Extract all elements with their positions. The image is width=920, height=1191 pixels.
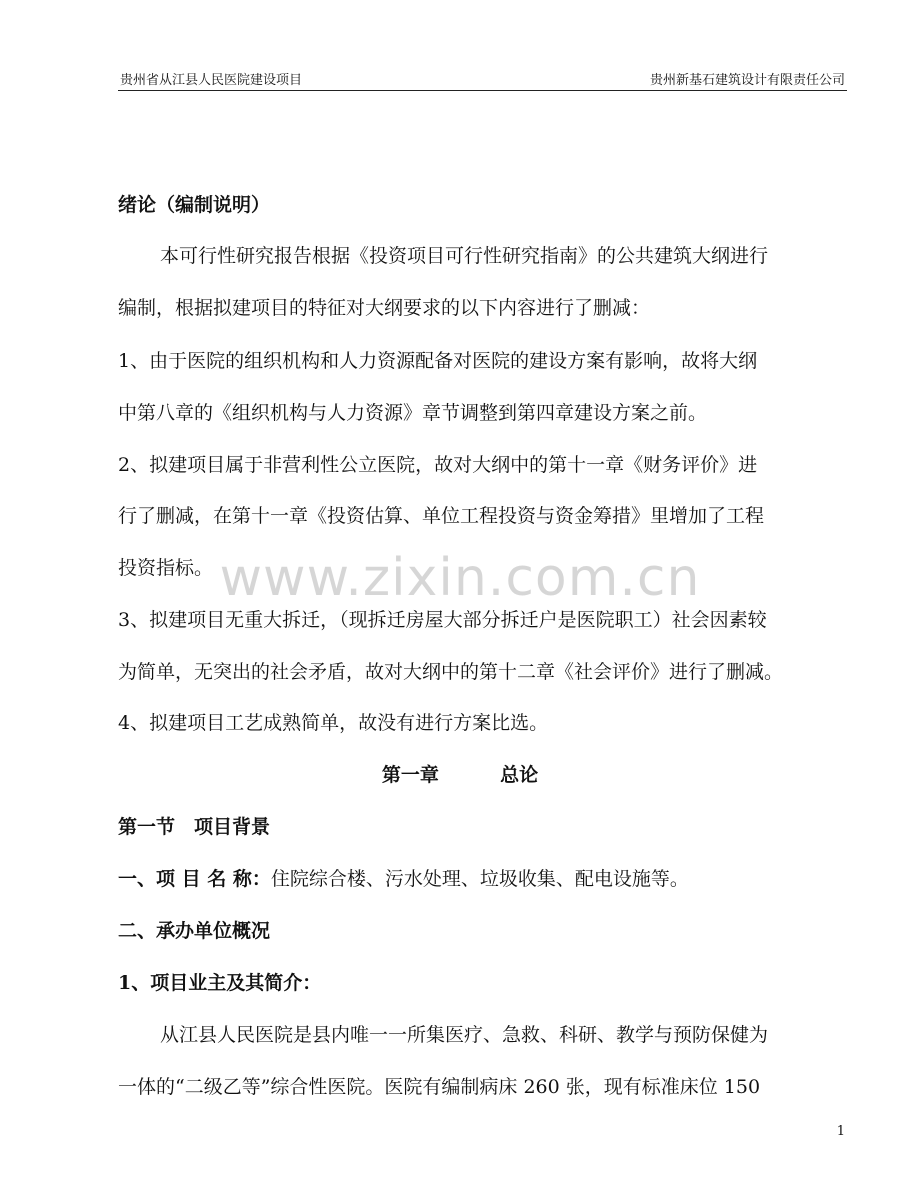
intro-item-line: 行了删减，在第十一章《投资估算、单位工程投资与资金筹措》里增加了工程: [118, 505, 765, 527]
project-name-label: 一、项 目 名 称：: [118, 868, 271, 890]
owner-paragraph-line: 从江县人民医院是县内唯一一所集医疗、急救、科研、教学与预防保健为: [160, 1024, 769, 1046]
owner-paragraph-line: 一体的“二级乙等”综合性医院。医院有编制病床 260 张，现有标准床位 150: [118, 1076, 761, 1098]
header-project-name: 贵州省从江县人民医院建设项目: [120, 73, 303, 88]
watermark: www.zixin.com.cn: [219, 548, 701, 608]
project-name-row: [118, 864, 689, 891]
intro-item-line: 为简单，无突出的社会矛盾，故对大纲中的第十二章《社会评价》进行了删减。: [118, 661, 784, 683]
intro-heading: 绪论（编制说明）: [118, 194, 271, 216]
chapter-title: 总论: [500, 764, 539, 786]
intro-paragraph-line: 本可行性研究报告根据《投资项目可行性研究指南》的公共建筑大纲进行: [160, 245, 769, 267]
intro-item-line: 2、拟建项目属于非营利性公立医院，故对大纲中的第十一章《财务评价》进: [118, 454, 758, 476]
intro-item-line: 投资指标。: [118, 557, 214, 579]
owner-heading: 1、项目业主及其简介：: [118, 972, 322, 994]
unit-overview-heading: 二、承办单位概况: [118, 920, 271, 942]
chapter-number: 第一章: [381, 764, 439, 786]
section-title: 第一节 项目背景: [118, 816, 271, 838]
intro-paragraph-line: 编制，根据拟建项目的特征对大纲要求的以下内容进行了删减：: [118, 297, 651, 319]
intro-item-line: 3、拟建项目无重大拆迁，（现拆迁房屋大部分拆迁户是医院职工）社会因素较: [118, 609, 767, 631]
page-header: [118, 68, 847, 91]
intro-item-line: 中第八章的《组织机构与人力资源》章节调整到第四章建设方案之前。: [118, 402, 708, 424]
project-name-value: 住院综合楼、污水处理、垃圾收集、配电设施等。: [270, 868, 689, 890]
page-number: 1: [836, 1124, 845, 1139]
intro-item-line: 4、拟建项目工艺成熟简单，故没有进行方案比选。: [118, 712, 549, 734]
header-company-name: 贵州新基石建筑设计有限责任公司: [649, 73, 845, 88]
intro-item-line: 1、由于医院的组织机构和人力资源配备对医院的建设方案有影响，故将大纲: [118, 350, 758, 372]
chapter-heading: [0, 760, 920, 787]
